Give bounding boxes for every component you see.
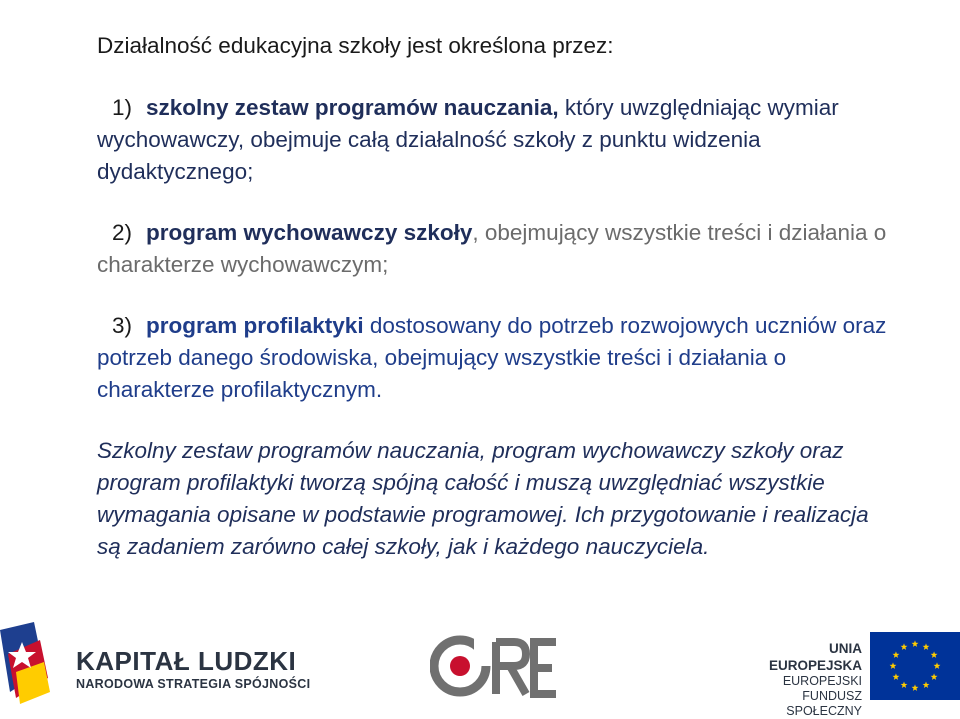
kapital-ludzki-logo-icon xyxy=(0,622,62,704)
eu-flag-icon xyxy=(870,632,960,700)
eu-title: UNIA EUROPEJSKA xyxy=(768,641,862,673)
ore-logo xyxy=(430,632,560,700)
intro-text: Działalność edukacyjna szkoły jest określona przez: xyxy=(97,33,614,58)
list-text: który uwzględniając wymiar wychowawczy, obejmuje całą działalność szkoły z punktu widzenia dydaktycznego; xyxy=(97,95,839,184)
footer-logos xyxy=(0,612,960,718)
kapital-ludzki-subtitle: NARODOWA STRATEGIA SPÓJNOŚCI xyxy=(76,677,311,691)
list-item xyxy=(97,310,897,406)
list-lead: program profilaktyki xyxy=(146,313,364,338)
list-text: dostosowany do potrzeb rozwojowych uczniów oraz potrzeb danego środowiska, obejmujący wszystkie treści i działania o charakterze profilaktycznym. xyxy=(97,313,887,402)
eu-text xyxy=(752,640,862,719)
list-text: , obejmujący wszystkie treści i działania o charakterze wychowawczym; xyxy=(97,220,887,277)
list-lead: program wychowawczy szkoły xyxy=(146,220,473,245)
list-item xyxy=(97,92,897,188)
list-item xyxy=(97,217,897,281)
list-lead: szkolny zestaw programów nauczania, xyxy=(146,95,559,120)
eu-line-2: FUNDUSZ SPOŁECZNY xyxy=(786,689,862,718)
list-number: 2) xyxy=(112,220,133,245)
document-body xyxy=(97,30,897,563)
kapital-ludzki-text xyxy=(76,646,310,692)
eu-line-1: EUROPEJSKI xyxy=(782,674,862,688)
summary-text: Szkolny zestaw programów nauczania, program wychowawczy szkoły oraz program profilaktyki tworzą spójną całość i muszą uwzględniać wszystkie wymagania opisane w podstawie programowej. Ich przygotowanie i realizacja są zadaniem zarówno całej szkoły, jak i każdego nauczyciela. xyxy=(97,438,869,559)
kapital-ludzki-title: KAPITAŁ LUDZKI xyxy=(76,646,297,676)
list-number: 3) xyxy=(112,313,133,338)
list-number: 1) xyxy=(112,95,133,120)
